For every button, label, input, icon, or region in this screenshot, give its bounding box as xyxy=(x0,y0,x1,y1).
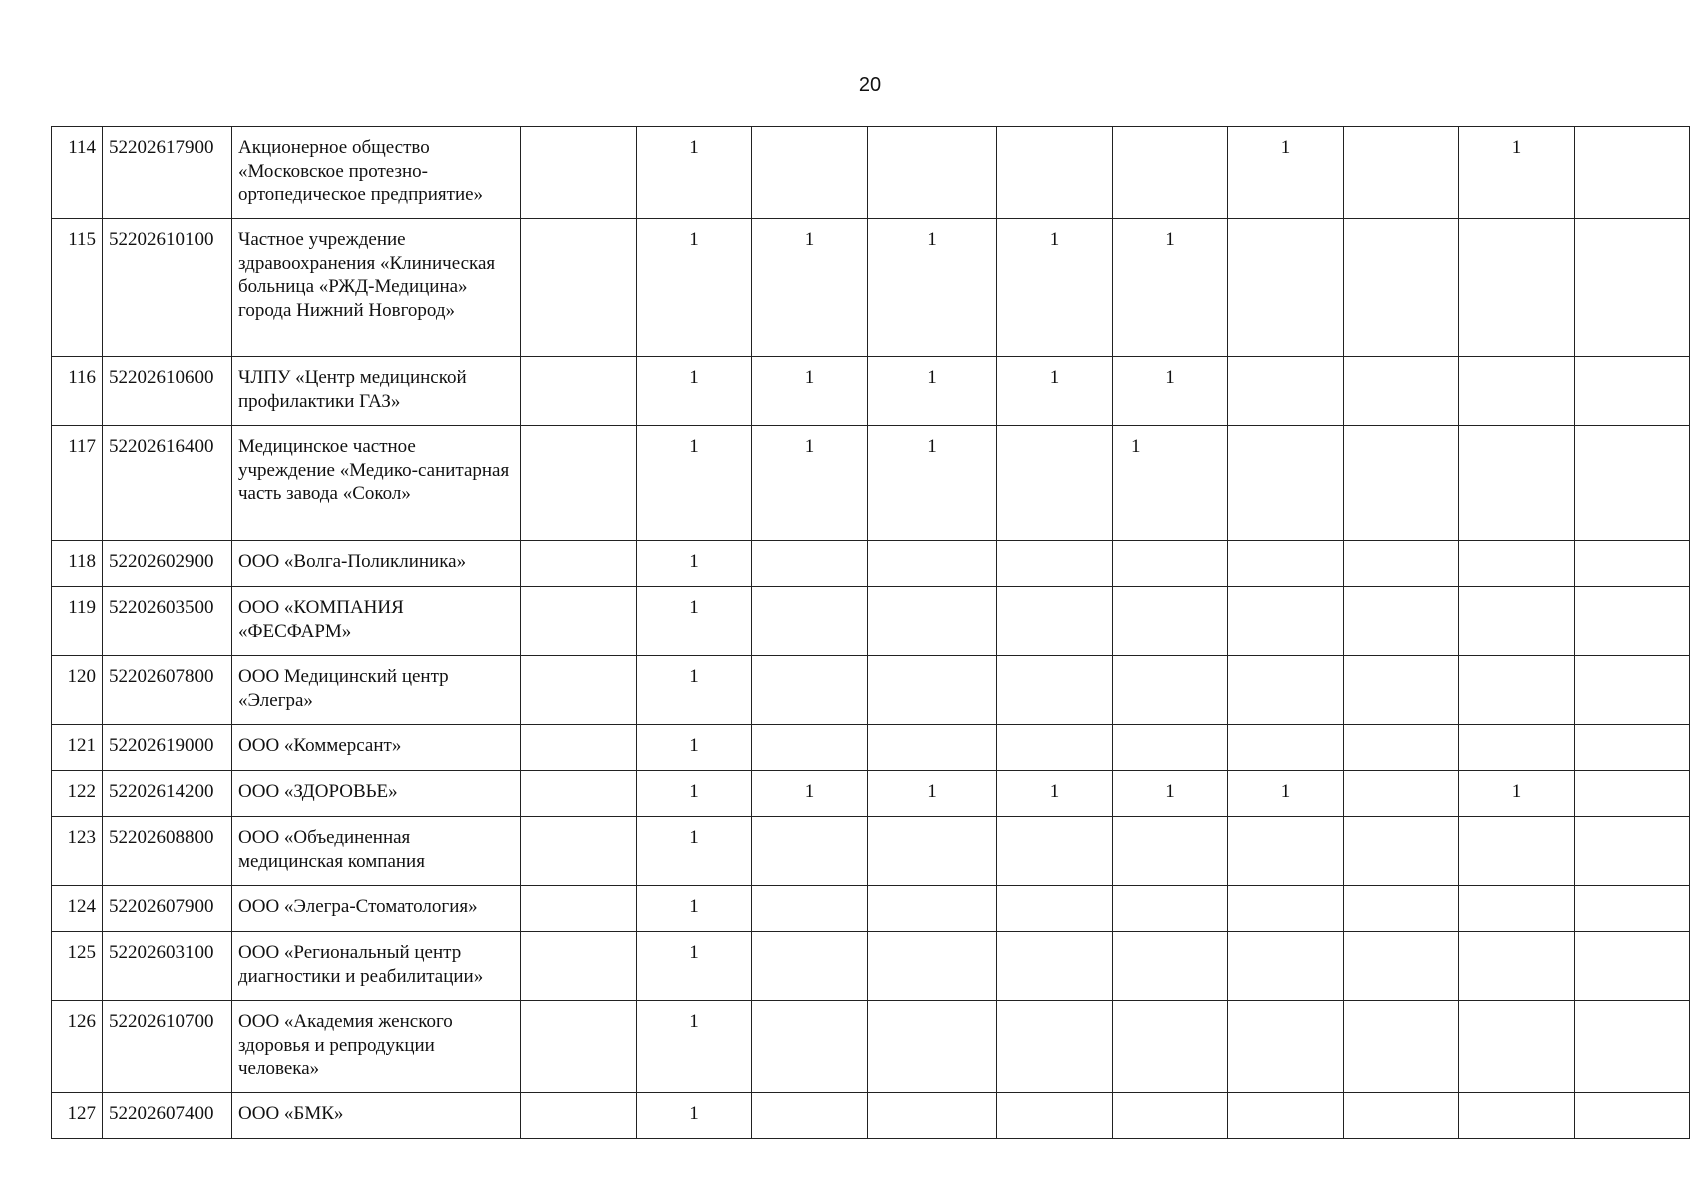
org-name-cell: ООО «Региональный центр диагностики и реабилитации» xyxy=(232,932,521,1001)
table-row xyxy=(52,426,1690,541)
value-cell-8 xyxy=(1344,771,1459,817)
org-name-cell: ООО «ЗДОРОВЬЕ» xyxy=(232,771,521,817)
value-cell-2: 1 xyxy=(637,1093,752,1139)
value-cell-7 xyxy=(1228,1001,1344,1093)
value-cell-5 xyxy=(997,725,1113,771)
value-cell-8 xyxy=(1344,886,1459,932)
table-row xyxy=(52,656,1690,725)
value-cell-7 xyxy=(1228,886,1344,932)
org-code-cell: 52202616400 xyxy=(103,426,232,541)
table-row xyxy=(52,932,1690,1001)
org-code-cell: 52202607400 xyxy=(103,1093,232,1139)
value-cell-9: 1 xyxy=(1459,127,1575,219)
value-cell-2: 1 xyxy=(637,587,752,656)
table-row xyxy=(52,541,1690,587)
value-cell-4 xyxy=(868,127,997,219)
value-cell-2: 1 xyxy=(637,541,752,587)
table-row xyxy=(52,886,1690,932)
value-cell-2: 1 xyxy=(637,426,752,541)
org-code-cell: 52202608800 xyxy=(103,817,232,886)
value-cell-3 xyxy=(752,817,868,886)
value-cell-3 xyxy=(752,127,868,219)
value-cell-1 xyxy=(521,1093,637,1139)
org-code-cell: 52202602900 xyxy=(103,541,232,587)
value-cell-6: 1 xyxy=(1113,771,1228,817)
value-cell-4 xyxy=(868,1001,997,1093)
value-cell-1 xyxy=(521,932,637,1001)
value-cell-9: 1 xyxy=(1459,771,1575,817)
value-cell-9 xyxy=(1459,1093,1575,1139)
value-cell-5: 1 xyxy=(997,219,1113,357)
value-cell-9 xyxy=(1459,219,1575,357)
value-cell-7 xyxy=(1228,817,1344,886)
row-number-cell: 123 xyxy=(52,817,103,886)
value-cell-7: 1 xyxy=(1228,771,1344,817)
value-cell-4 xyxy=(868,725,997,771)
table-row xyxy=(52,587,1690,656)
org-code-cell: 52202607900 xyxy=(103,886,232,932)
value-cell-4: 1 xyxy=(868,357,997,426)
value-cell-6: 1 xyxy=(1113,219,1228,357)
value-cell-8 xyxy=(1344,587,1459,656)
org-name-cell: ООО «Коммерсант» xyxy=(232,725,521,771)
value-cell-9 xyxy=(1459,357,1575,426)
value-cell-10 xyxy=(1575,656,1690,725)
value-cell-3 xyxy=(752,932,868,1001)
value-cell-3 xyxy=(752,587,868,656)
table-row xyxy=(52,1001,1690,1093)
row-number-cell: 114 xyxy=(52,127,103,219)
value-cell-5 xyxy=(997,656,1113,725)
value-cell-7 xyxy=(1228,219,1344,357)
value-cell-8 xyxy=(1344,541,1459,587)
value-cell-8 xyxy=(1344,357,1459,426)
value-cell-9 xyxy=(1459,541,1575,587)
value-cell-1 xyxy=(521,656,637,725)
value-cell-8 xyxy=(1344,1093,1459,1139)
row-number-cell: 125 xyxy=(52,932,103,1001)
value-cell-6 xyxy=(1113,127,1228,219)
org-code-cell: 52202607800 xyxy=(103,656,232,725)
table-row xyxy=(52,771,1690,817)
value-cell-5 xyxy=(997,1001,1113,1093)
value-cell-5 xyxy=(997,426,1113,541)
value-cell-10 xyxy=(1575,1093,1690,1139)
value-cell-2: 1 xyxy=(637,817,752,886)
value-cell-3: 1 xyxy=(752,357,868,426)
table-row xyxy=(52,219,1690,357)
value-cell-5 xyxy=(997,587,1113,656)
row-number-cell: 118 xyxy=(52,541,103,587)
value-cell-7 xyxy=(1228,725,1344,771)
row-number-cell: 121 xyxy=(52,725,103,771)
value-cell-4 xyxy=(868,541,997,587)
org-name-cell: Акционерное общество «Московское протезно-ортопедическое предприятие» xyxy=(232,127,521,219)
org-name-cell: Медицинское частное учреждение «Медико-санитарная часть завода «Сокол» xyxy=(232,426,521,541)
value-cell-6 xyxy=(1113,1001,1228,1093)
value-cell-4: 1 xyxy=(868,219,997,357)
value-cell-5 xyxy=(997,932,1113,1001)
value-cell-1 xyxy=(521,886,637,932)
value-cell-10 xyxy=(1575,357,1690,426)
value-cell-2: 1 xyxy=(637,1001,752,1093)
value-cell-1 xyxy=(521,771,637,817)
value-cell-6 xyxy=(1113,656,1228,725)
value-cell-5 xyxy=(997,817,1113,886)
value-cell-10 xyxy=(1575,541,1690,587)
value-cell-5 xyxy=(997,541,1113,587)
value-cell-6 xyxy=(1113,541,1228,587)
value-cell-3 xyxy=(752,541,868,587)
value-cell-5: 1 xyxy=(997,771,1113,817)
table-row xyxy=(52,357,1690,426)
value-cell-6: 1 xyxy=(1113,357,1228,426)
value-cell-2: 1 xyxy=(637,932,752,1001)
value-cell-7 xyxy=(1228,932,1344,1001)
value-cell-2: 1 xyxy=(637,219,752,357)
org-code-cell: 52202603500 xyxy=(103,587,232,656)
value-cell-1 xyxy=(521,1001,637,1093)
value-cell-4: 1 xyxy=(868,426,997,541)
value-cell-2: 1 xyxy=(637,725,752,771)
value-cell-3 xyxy=(752,656,868,725)
value-cell-4 xyxy=(868,932,997,1001)
value-cell-6 xyxy=(1113,932,1228,1001)
value-cell-4 xyxy=(868,1093,997,1139)
row-number-cell: 124 xyxy=(52,886,103,932)
table-row xyxy=(52,725,1690,771)
value-cell-9 xyxy=(1459,886,1575,932)
value-cell-8 xyxy=(1344,219,1459,357)
value-cell-7 xyxy=(1228,426,1344,541)
org-code-cell: 52202610700 xyxy=(103,1001,232,1093)
value-cell-5 xyxy=(997,127,1113,219)
value-cell-4 xyxy=(868,817,997,886)
org-name-cell: Частное учреждение здравоохранения «Клиническая больница «РЖД-Медицина» города Нижний Новгород» xyxy=(232,219,521,357)
value-cell-6: 1 xyxy=(1113,426,1228,541)
org-code-cell: 52202603100 xyxy=(103,932,232,1001)
row-number-cell: 115 xyxy=(52,219,103,357)
row-number-cell: 126 xyxy=(52,1001,103,1093)
value-cell-8 xyxy=(1344,127,1459,219)
page-number: 20 xyxy=(858,74,882,96)
value-cell-8 xyxy=(1344,426,1459,541)
org-name-cell: ООО «КОМПАНИЯ «ФЕСФАРМ» xyxy=(232,587,521,656)
value-cell-4: 1 xyxy=(868,771,997,817)
value-cell-7: 1 xyxy=(1228,127,1344,219)
value-cell-3 xyxy=(752,725,868,771)
organizations-table xyxy=(51,126,1690,1139)
org-name-cell: ООО «Элегра-Стоматология» xyxy=(232,886,521,932)
row-number-cell: 117 xyxy=(52,426,103,541)
value-cell-2: 1 xyxy=(637,886,752,932)
row-number-cell: 119 xyxy=(52,587,103,656)
value-cell-1 xyxy=(521,587,637,656)
value-cell-10 xyxy=(1575,426,1690,541)
value-cell-3: 1 xyxy=(752,219,868,357)
value-cell-2: 1 xyxy=(637,771,752,817)
value-cell-3 xyxy=(752,886,868,932)
org-name-cell: ООО «Академия женского здоровья и репродукции человека» xyxy=(232,1001,521,1093)
table-row xyxy=(52,817,1690,886)
value-cell-7 xyxy=(1228,541,1344,587)
value-cell-9 xyxy=(1459,656,1575,725)
value-cell-10 xyxy=(1575,587,1690,656)
value-cell-5 xyxy=(997,886,1113,932)
value-cell-10 xyxy=(1575,127,1690,219)
value-cell-9 xyxy=(1459,1001,1575,1093)
row-number-cell: 127 xyxy=(52,1093,103,1139)
value-cell-2: 1 xyxy=(637,127,752,219)
value-cell-10 xyxy=(1575,886,1690,932)
value-cell-5: 1 xyxy=(997,357,1113,426)
value-cell-1 xyxy=(521,426,637,541)
org-name-cell: ООО «Объединенная медицинская компания xyxy=(232,817,521,886)
table-row xyxy=(52,127,1690,219)
value-cell-3: 1 xyxy=(752,771,868,817)
value-cell-6 xyxy=(1113,886,1228,932)
value-cell-7 xyxy=(1228,587,1344,656)
value-cell-8 xyxy=(1344,1001,1459,1093)
value-cell-4 xyxy=(868,587,997,656)
value-cell-8 xyxy=(1344,932,1459,1001)
row-number-cell: 120 xyxy=(52,656,103,725)
value-cell-1 xyxy=(521,541,637,587)
value-cell-6 xyxy=(1113,725,1228,771)
value-cell-9 xyxy=(1459,725,1575,771)
value-cell-10 xyxy=(1575,725,1690,771)
org-code-cell: 52202610100 xyxy=(103,219,232,357)
value-cell-2: 1 xyxy=(637,656,752,725)
value-cell-7 xyxy=(1228,1093,1344,1139)
value-cell-10 xyxy=(1575,771,1690,817)
table-row xyxy=(52,1093,1690,1139)
org-code-cell: 52202610600 xyxy=(103,357,232,426)
value-cell-10 xyxy=(1575,817,1690,886)
value-cell-1 xyxy=(521,127,637,219)
value-cell-1 xyxy=(521,219,637,357)
value-cell-7 xyxy=(1228,357,1344,426)
value-cell-6 xyxy=(1113,587,1228,656)
value-cell-5 xyxy=(997,1093,1113,1139)
org-name-cell: ООО «Волга-Поликлиника» xyxy=(232,541,521,587)
value-cell-10 xyxy=(1575,219,1690,357)
org-name-cell: ООО «БМК» xyxy=(232,1093,521,1139)
value-cell-3: 1 xyxy=(752,426,868,541)
org-code-cell: 52202617900 xyxy=(103,127,232,219)
value-cell-9 xyxy=(1459,817,1575,886)
value-cell-6 xyxy=(1113,817,1228,886)
value-cell-1 xyxy=(521,817,637,886)
value-cell-10 xyxy=(1575,1001,1690,1093)
value-cell-6 xyxy=(1113,1093,1228,1139)
org-name-cell: ООО Медицинский центр «Элегра» xyxy=(232,656,521,725)
value-cell-7 xyxy=(1228,656,1344,725)
table-body xyxy=(52,127,1690,1139)
row-number-cell: 122 xyxy=(52,771,103,817)
value-cell-9 xyxy=(1459,426,1575,541)
value-cell-10 xyxy=(1575,932,1690,1001)
value-cell-3 xyxy=(752,1001,868,1093)
value-cell-4 xyxy=(868,656,997,725)
value-cell-8 xyxy=(1344,817,1459,886)
value-cell-1 xyxy=(521,725,637,771)
value-cell-4 xyxy=(868,886,997,932)
value-cell-3 xyxy=(752,1093,868,1139)
value-cell-1 xyxy=(521,357,637,426)
org-code-cell: 52202614200 xyxy=(103,771,232,817)
org-code-cell: 52202619000 xyxy=(103,725,232,771)
value-cell-9 xyxy=(1459,587,1575,656)
value-cell-2: 1 xyxy=(637,357,752,426)
value-cell-8 xyxy=(1344,725,1459,771)
row-number-cell: 116 xyxy=(52,357,103,426)
value-cell-9 xyxy=(1459,932,1575,1001)
value-cell-8 xyxy=(1344,656,1459,725)
org-name-cell: ЧЛПУ «Центр медицинской профилактики ГАЗ» xyxy=(232,357,521,426)
